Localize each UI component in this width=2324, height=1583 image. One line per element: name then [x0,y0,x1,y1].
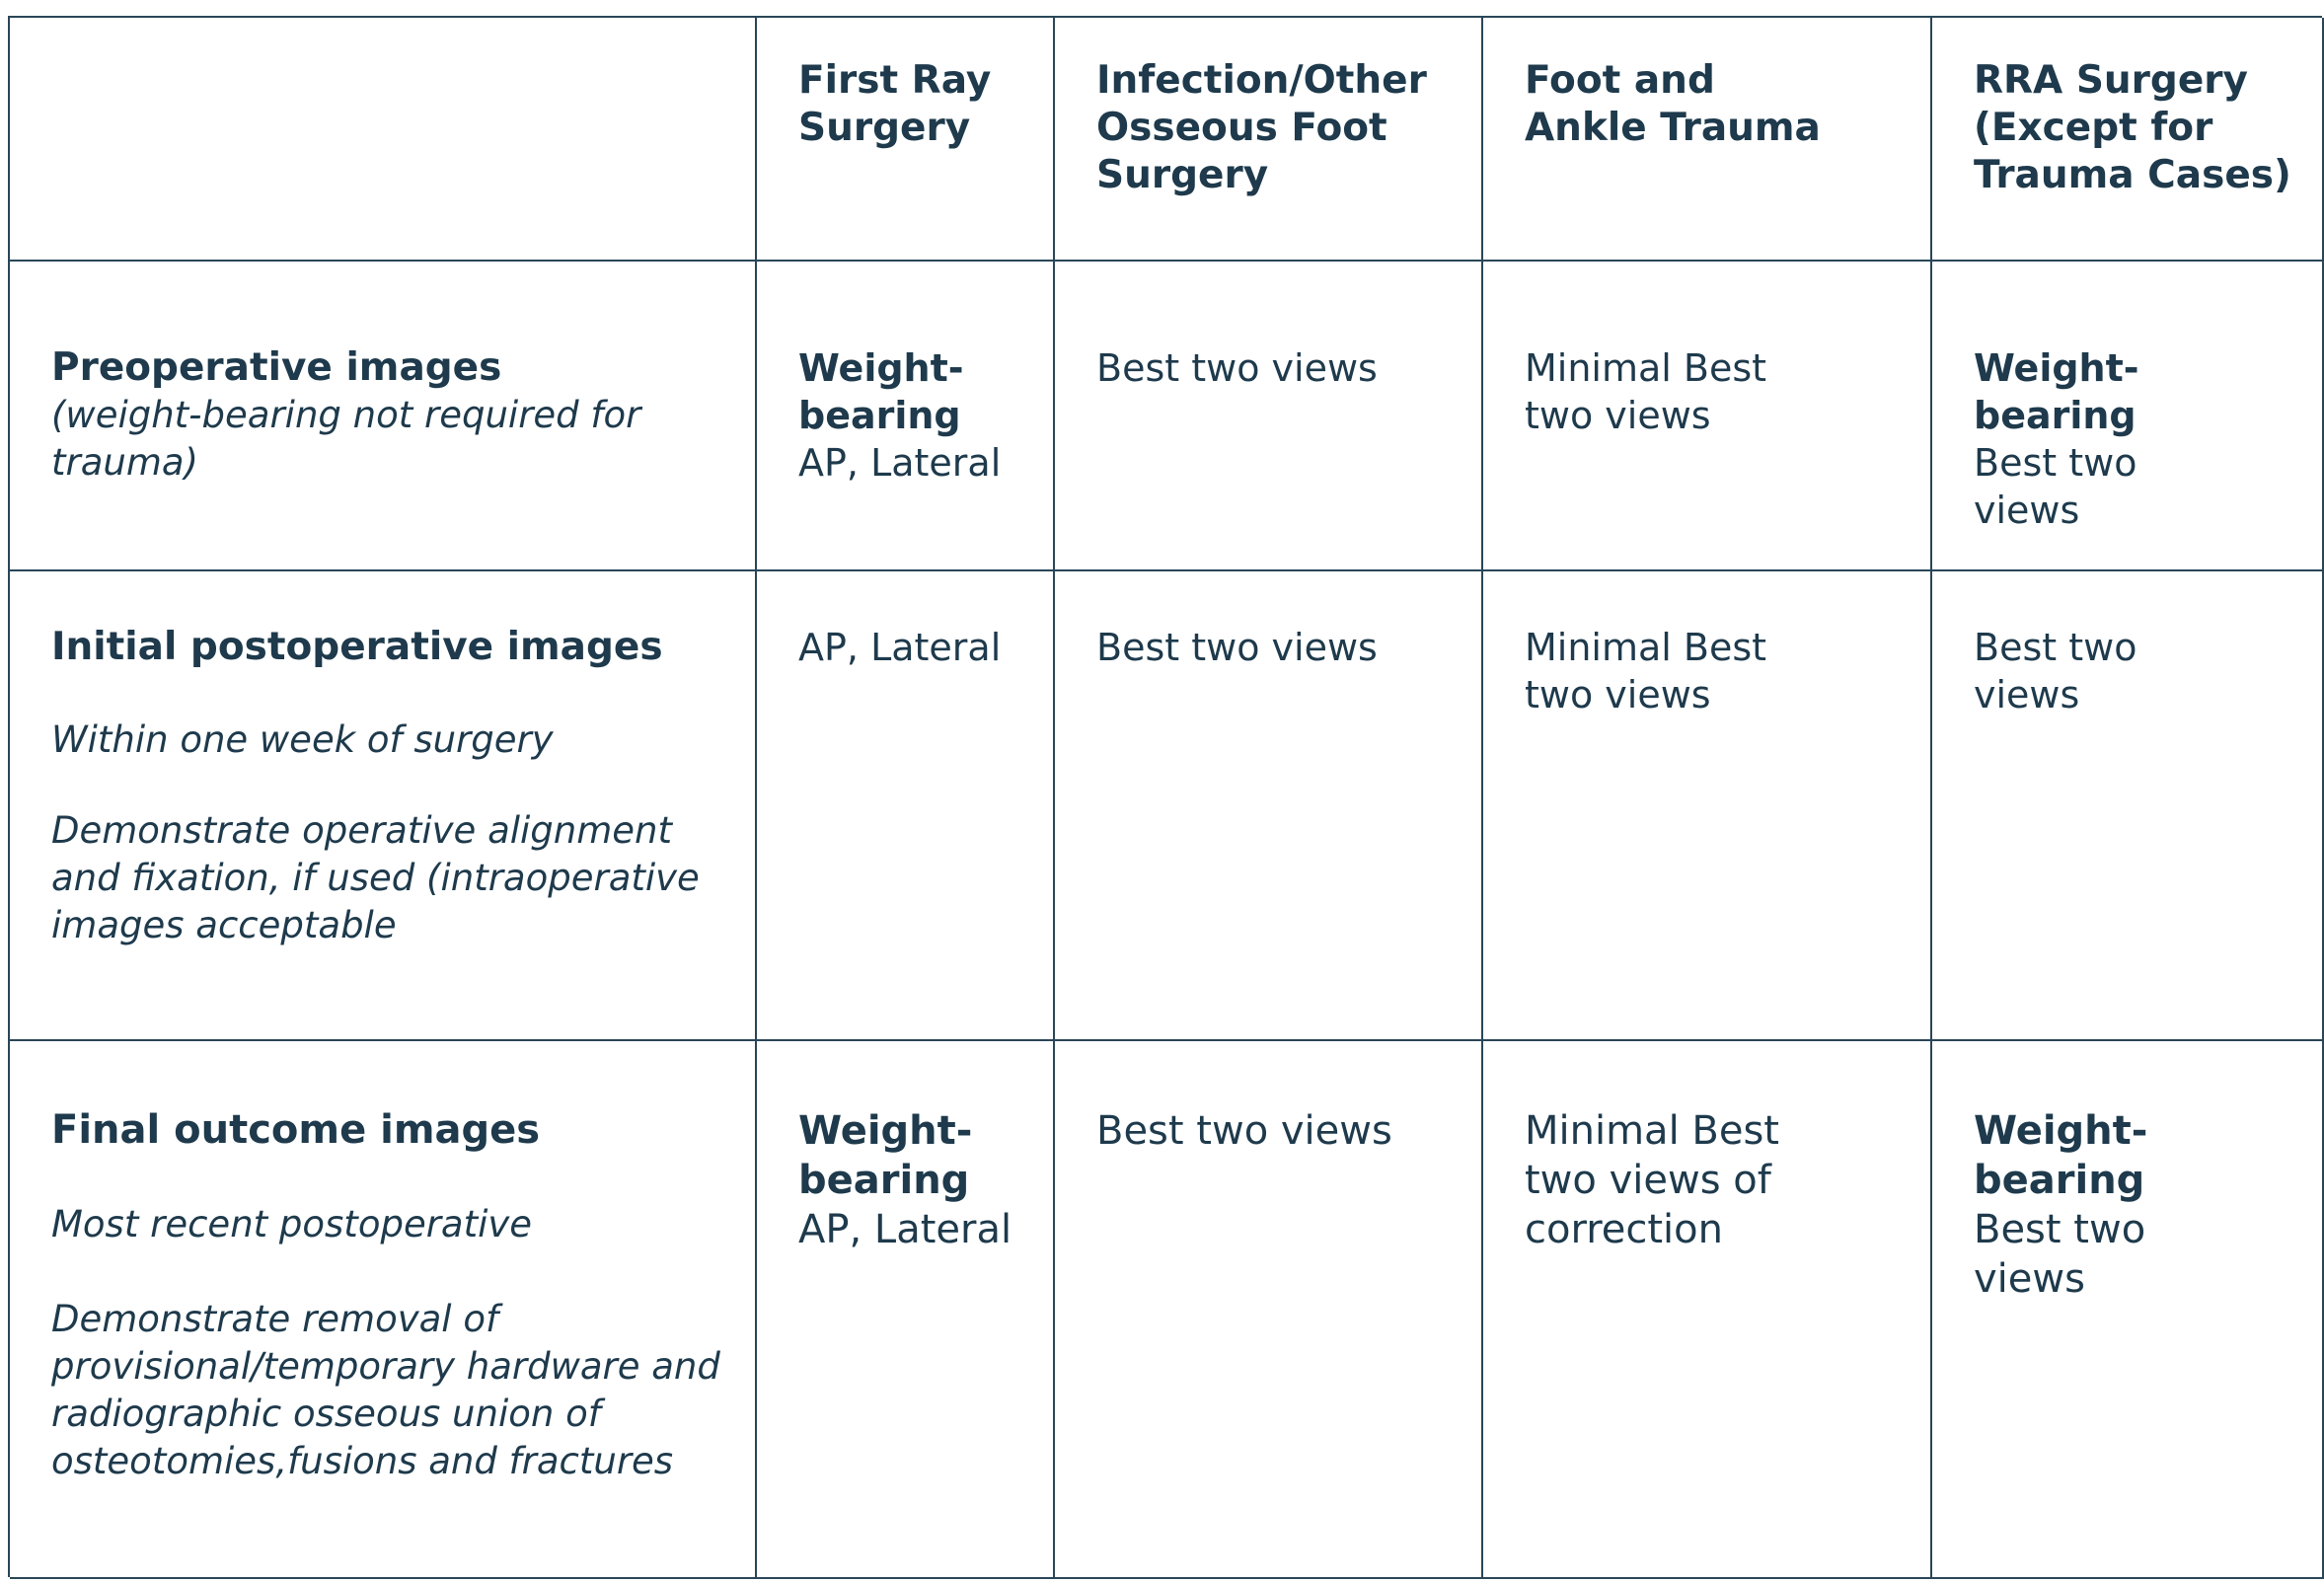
header-rra [1932,18,2324,262]
preop-rra [1932,262,2324,571]
initial-rra [1932,571,2324,1041]
imaging-requirements-table [8,16,2322,1577]
final-label: Final outcome images [51,1107,541,1153]
initial-infection-text: Best two views [1096,626,1378,669]
header-first-ray [757,18,1055,262]
header-rra-label: RRA Surgery (Except for Trauma Cases) [1974,58,2291,197]
initial-label: Initial postoperative images [51,625,663,669]
initial-note-timing: Within one week of surgery [51,718,554,761]
header-trauma [1483,18,1932,262]
preop-infection-text: Best two views [1096,346,1378,390]
initial-trauma-text: Minimal Best two views [1525,626,1767,716]
header-first-ray-label: First Ray Surgery [798,58,992,150]
initial-note-detail: Demonstrate operative alignment and fixation, if used (intraoperative images acceptable [51,809,700,946]
initial-first-ray [757,571,1055,1041]
initial-label-cell [10,571,757,1041]
final-note-detail: Demonstrate removal of provisional/temporary hardware and radiographic osseous union of osteotomies,fusions and fractures [51,1298,720,1482]
preop-trauma [1483,262,1932,571]
initial-first-ray-text: AP, Lateral [798,626,1002,669]
final-trauma-text: Minimal Best two views of correction [1525,1108,1779,1252]
final-rra-bold: Weight-bearing [1974,1108,2148,1203]
final-note-timing: Most recent postoperative [51,1203,533,1245]
preop-note: (weight-bearing not required for trauma) [51,394,641,484]
final-first-ray-bold: Weight-bearing [798,1108,973,1203]
header-trauma-label: Foot and Ankle Trauma [1525,58,1821,150]
preop-first-ray-bold: Weight-bearing [798,346,964,437]
initial-infection [1055,571,1483,1041]
preop-first-ray [757,262,1055,571]
preop-label: Preoperative images [51,345,502,390]
preop-first-ray-text: AP, Lateral [798,441,1002,485]
header-infection-label: Infection/Other Osseous Foot Surgery [1096,58,1427,197]
final-infection-text: Best two views [1096,1108,1392,1154]
final-rra [1932,1041,2324,1579]
final-infection [1055,1041,1483,1579]
preop-rra-bold: Weight-bearing [1974,346,2139,437]
final-trauma [1483,1041,1932,1579]
header-empty-cell [10,18,757,262]
initial-rra-text: Best two views [1974,626,2137,716]
preop-rra-text: Best two views [1974,441,2137,532]
header-infection [1055,18,1483,262]
final-rra-text: Best two views [1974,1207,2146,1302]
preop-label-cell [10,262,757,571]
initial-trauma [1483,571,1932,1041]
preop-trauma-text: Minimal Best two views [1525,346,1767,437]
preop-infection [1055,262,1483,571]
final-first-ray [757,1041,1055,1579]
final-label-cell [10,1041,757,1579]
final-first-ray-text: AP, Lateral [798,1207,1012,1252]
